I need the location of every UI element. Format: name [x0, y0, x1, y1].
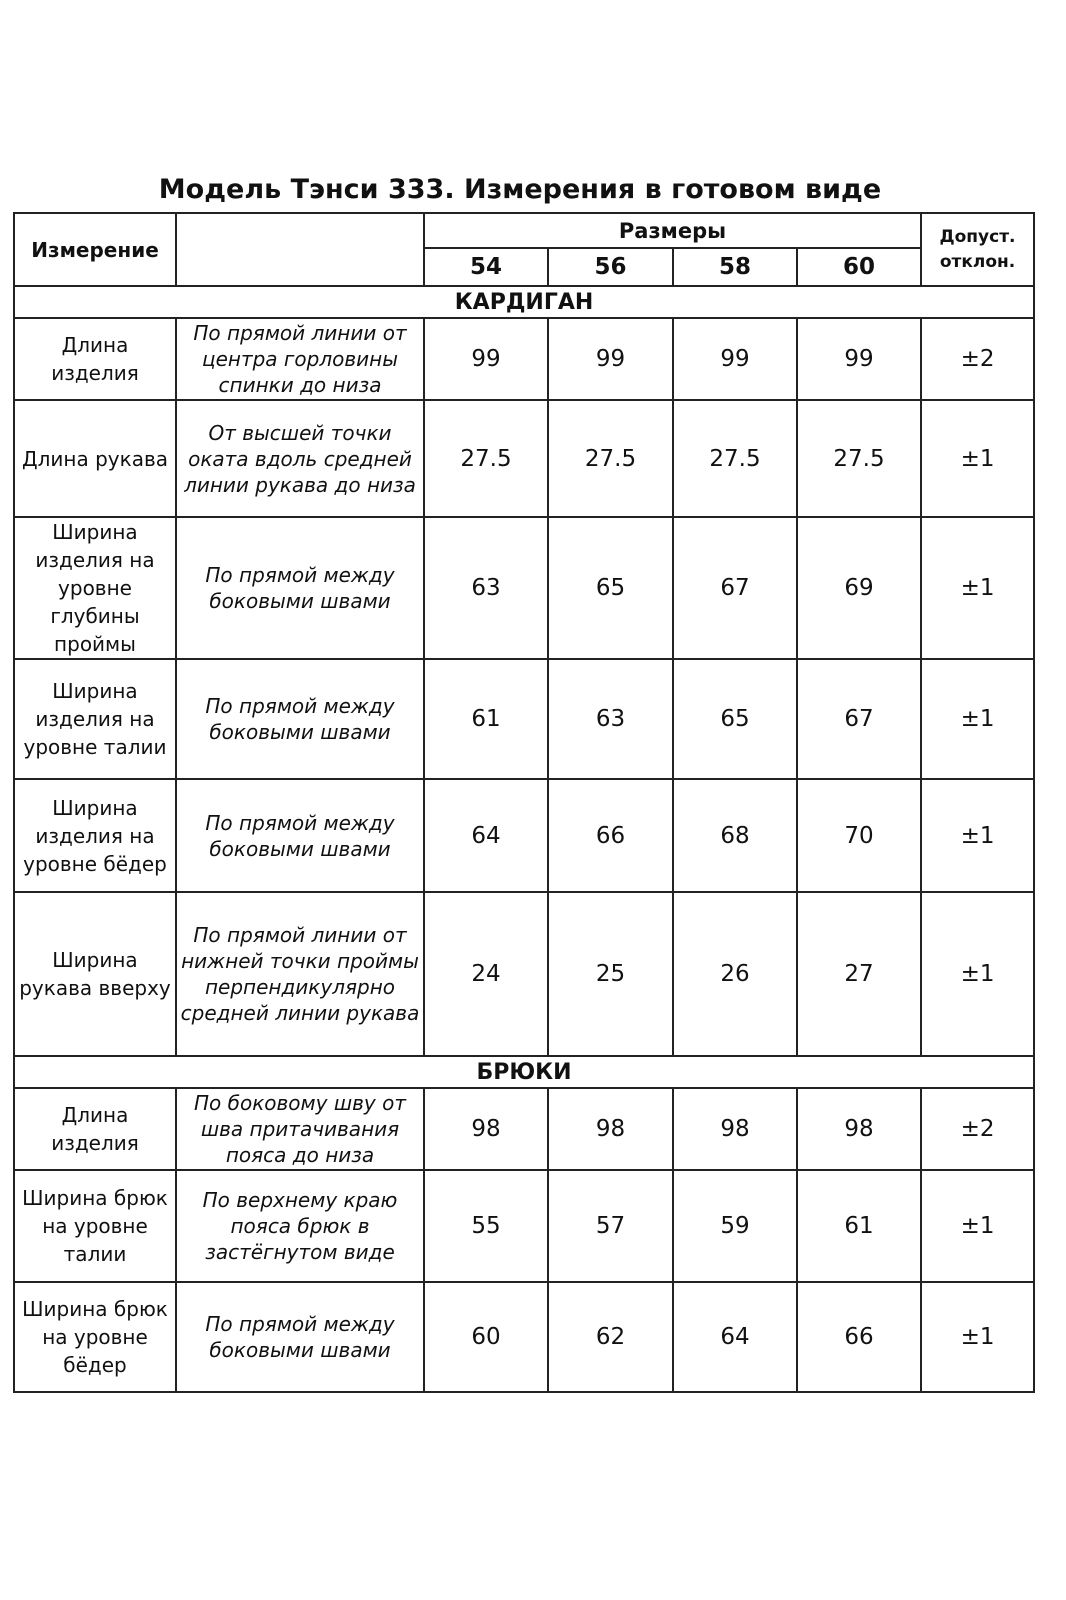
- size-value: 59: [673, 1170, 797, 1282]
- header-description: [176, 213, 424, 286]
- tolerance-value: ±1: [921, 659, 1034, 779]
- size-value: 60: [424, 1282, 548, 1392]
- size-value: 65: [673, 659, 797, 779]
- measurement-name: Ширина изделия на уровне бёдер: [14, 779, 176, 892]
- measurement-description: По прямой между боковыми швами: [176, 1282, 424, 1392]
- measurement-name: Длина изделия: [14, 318, 176, 400]
- table-row: [14, 892, 1034, 1056]
- size-value: 61: [424, 659, 548, 779]
- table-row: [14, 318, 1034, 400]
- size-value: 24: [424, 892, 548, 1056]
- header-tolerance: Допуст. отклон.: [921, 213, 1034, 286]
- size-value: 98: [797, 1088, 921, 1170]
- size-value: 63: [424, 517, 548, 659]
- tolerance-value: ±2: [921, 318, 1034, 400]
- size-value: 25: [548, 892, 673, 1056]
- table-row: [14, 1170, 1034, 1282]
- page-title: Модель Тэнси 333. Измерения в готовом виде: [158, 174, 882, 205]
- size-value: 55: [424, 1170, 548, 1282]
- measurements-table: [13, 212, 1035, 1393]
- size-value: 70: [797, 779, 921, 892]
- size-value: 66: [548, 779, 673, 892]
- table-row: [14, 659, 1034, 779]
- measurement-description: По прямой между боковыми швами: [176, 659, 424, 779]
- size-value: 27.5: [548, 400, 673, 517]
- tolerance-value: ±2: [921, 1088, 1034, 1170]
- tolerance-value: ±1: [921, 400, 1034, 517]
- size-value: 98: [548, 1088, 673, 1170]
- size-value: 27.5: [797, 400, 921, 517]
- measurement-description: По верхнему краю пояса брюк в застёгнутом виде: [176, 1170, 424, 1282]
- size-header: 54: [424, 248, 548, 286]
- section-title: БРЮКИ: [14, 1056, 1034, 1088]
- size-header: 56: [548, 248, 673, 286]
- measurement-name: Ширина изделия на уровне глубины проймы: [14, 517, 176, 659]
- size-value: 99: [424, 318, 548, 400]
- table-row: [14, 779, 1034, 892]
- size-value: 99: [673, 318, 797, 400]
- section-title: КАРДИГАН: [14, 286, 1034, 318]
- size-value: 66: [797, 1282, 921, 1392]
- tolerance-value: ±1: [921, 1282, 1034, 1392]
- size-value: 64: [673, 1282, 797, 1392]
- measurement-description: По боковому шву от шва притачивания пояса до низа: [176, 1088, 424, 1170]
- tolerance-value: ±1: [921, 892, 1034, 1056]
- size-value: 27: [797, 892, 921, 1056]
- size-value: 63: [548, 659, 673, 779]
- size-value: 57: [548, 1170, 673, 1282]
- measurement-name: Ширина рукава вверху: [14, 892, 176, 1056]
- table-row: [14, 1088, 1034, 1170]
- size-value: 99: [797, 318, 921, 400]
- size-value: 27.5: [673, 400, 797, 517]
- header-measure: Измерение: [14, 213, 176, 286]
- measurement-description: По прямой между боковыми швами: [176, 779, 424, 892]
- size-value: 27.5: [424, 400, 548, 517]
- table-row: [14, 1282, 1034, 1392]
- header-row: [14, 213, 1034, 248]
- measurement-description: От высшей точки оката вдоль средней линии рукава до низа: [176, 400, 424, 517]
- size-value: 65: [548, 517, 673, 659]
- section-row: [14, 286, 1034, 318]
- tolerance-value: ±1: [921, 517, 1034, 659]
- table-row: [14, 400, 1034, 517]
- measurement-name: Ширина брюк на уровне талии: [14, 1170, 176, 1282]
- size-header: 58: [673, 248, 797, 286]
- measurement-description: По прямой между боковыми швами: [176, 517, 424, 659]
- size-value: 67: [797, 659, 921, 779]
- tolerance-value: ±1: [921, 1170, 1034, 1282]
- size-value: 99: [548, 318, 673, 400]
- size-value: 61: [797, 1170, 921, 1282]
- measurement-name: Ширина брюк на уровне бёдер: [14, 1282, 176, 1392]
- size-header: 60: [797, 248, 921, 286]
- measurement-name: Длина рукава: [14, 400, 176, 517]
- size-value: 98: [424, 1088, 548, 1170]
- size-value: 67: [673, 517, 797, 659]
- size-value: 64: [424, 779, 548, 892]
- measurement-name: Длина изделия: [14, 1088, 176, 1170]
- header-sizes: Размеры: [424, 213, 921, 248]
- measurement-description: По прямой линии от нижней точки проймы перпендикулярно средней линии рукава: [176, 892, 424, 1056]
- size-value: 62: [548, 1282, 673, 1392]
- size-value: 68: [673, 779, 797, 892]
- size-value: 69: [797, 517, 921, 659]
- measurement-description: По прямой линии от центра горловины спинки до низа: [176, 318, 424, 400]
- size-value: 26: [673, 892, 797, 1056]
- measurement-name: Ширина изделия на уровне талии: [14, 659, 176, 779]
- tolerance-value: ±1: [921, 779, 1034, 892]
- section-row: [14, 1056, 1034, 1088]
- size-value: 98: [673, 1088, 797, 1170]
- table-row: [14, 517, 1034, 659]
